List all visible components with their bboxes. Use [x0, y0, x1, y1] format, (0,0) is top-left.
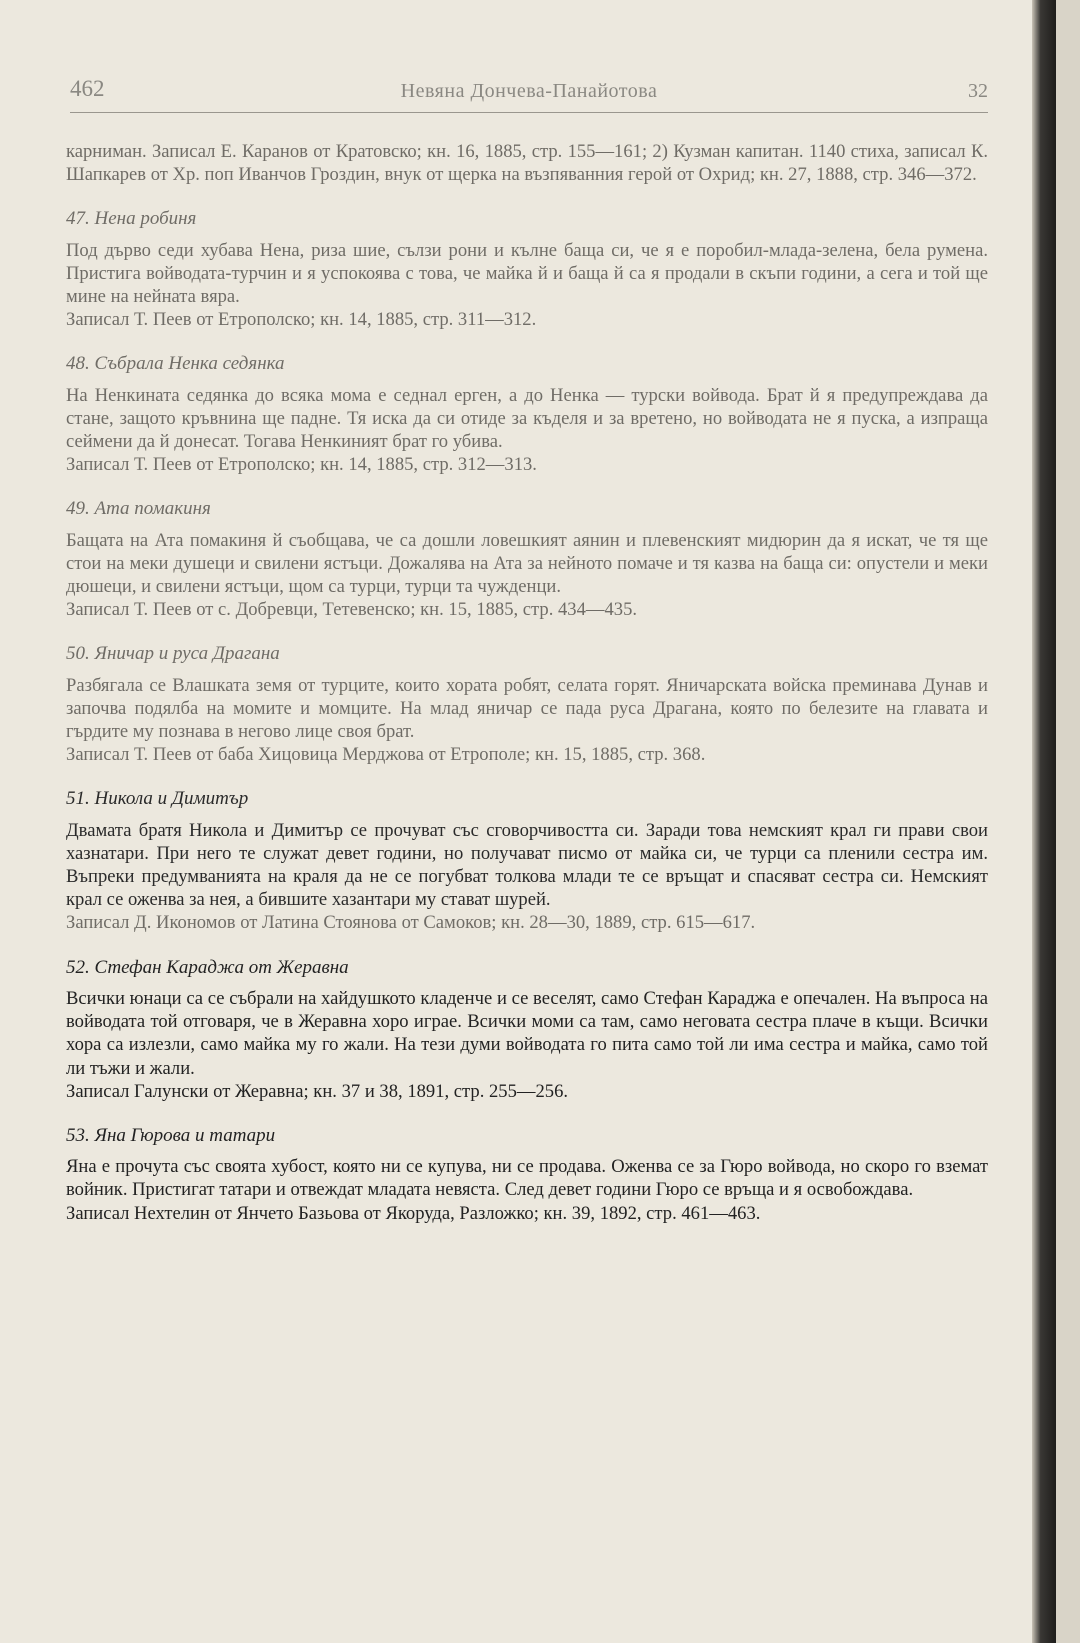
page-edge	[1032, 0, 1056, 1643]
intro-paragraph: карниман. Записал Е. Каранов от Кратовско; кн. 16, 1885, стр. 155—161; 2) Кузман капитан. 1140 стиха, записал К. Шапкарев от Хр. поп Иванчов Гроздин, внук от щерка на възпяванния герой от Охрид; кн. 27, 1888, стр. 346—372.	[66, 141, 988, 186]
entry-source: Записал Нехтелин от Янчето Базьова от Якоруда, Разложко; кн. 39, 1892, стр. 461—463.	[66, 1202, 761, 1224]
entry-source: Записал Д. Икономов от Латина Стоянова от Самоков; кн. 28—30, 1889, стр. 615—617.	[66, 912, 756, 934]
page-header	[70, 76, 988, 113]
entry-text: Всички юнаци са се събрали на хайдушкото кладенче и се веселят, само Стефан Караджа е опечален. На въпроса на войводата той отговаря, че в Жеравна хоро играе. Всички моми са там, само неговата сестра плаче в къщи. Всички хора са излезли, само майка му го жали. На тези думи войводата го пита само той ли има сестра и майка, само той ли тъжи и жали.	[66, 987, 988, 1079]
entry-51	[66, 787, 988, 934]
entry-source: Записал Т. Пеев от с. Добревци, Тетевенско; кн. 15, 1885, стр. 434—435.	[66, 599, 638, 621]
entry-52	[66, 956, 988, 1103]
entry-47	[66, 207, 988, 331]
entry-source: Записал Галунски от Жеравна; кн. 37 и 38, 1891, стр. 255—256.	[66, 1080, 569, 1102]
running-head: Невяна Дончева-Панайотова	[400, 80, 658, 102]
signature-mark: 32	[968, 80, 988, 102]
entry-title: 49. Ата помакиня	[66, 498, 211, 520]
entry-title: 48. Събрала Ненка седянка	[66, 353, 285, 375]
entry-title: 47. Нена робиня	[66, 208, 197, 230]
entry-50	[66, 642, 988, 766]
entry-title: 51. Никола и Димитър	[66, 788, 249, 810]
entry-source: Записал Т. Пеев от Етрополско; кн. 14, 1885, стр. 312—313.	[66, 454, 537, 476]
entry-title: 52. Стефан Караджа от Жеравна	[66, 956, 349, 978]
entry-text: Яна е прочута със своята хубост, която ни се купува, ни се продава. Оженва се за Гюро войвода, но скоро го вземат войник. Пристигат татари и отвеждат младата невяста. След девет години Гюро се връща и я освобождава.	[66, 1156, 988, 1201]
page-number: 462	[70, 76, 105, 101]
entry-text: Разбягала се Влашката земя от турците, които хората робят, селата горят. Яничарската войска преминава Дунав и започва подялба на момите и момците. На млад яничар се пада руса Драгана, която по белезите на главата и гърдите му познава в негово лице своя брат.	[66, 674, 988, 743]
entry-source: Записал Т. Пеев от баба Хицовица Мерджова от Етрополе; кн. 15, 1885, стр. 368.	[66, 744, 706, 766]
entry-text: Под дърво седи хубава Нена, риза шие, сълзи рони и кълне баща си, че я е поробил-млада-зелена, бела румена. Пристига войводата-турчин и я успокоява с това, че майка й и баща й са я продали в скъпи години, а сега и той ще мине на нейната вяра.	[66, 239, 988, 308]
page-content	[66, 140, 988, 1225]
entry-text: Двамата братя Никола и Димитър се прочуват със сговорчивостта си. Заради това немският крал ги прави свои хазнатари. При него те служат девет години, но получават писмо от майка си, че турци са пленили сестра им. Въпреки предумванията на краля да не се погубват толкова млади те се връщат и спасяват сестра си. Немският крал се оженва за нея, а бившите хазантари му стават шурей.	[66, 819, 988, 911]
entry-48	[66, 352, 988, 476]
entry-53	[66, 1124, 988, 1225]
entry-source: Записал Т. Пеев от Етрополско; кн. 14, 1885, стр. 311—312.	[66, 309, 537, 331]
entry-49	[66, 497, 988, 621]
entry-text: Бащата на Ата помакиня й съобщава, че са дошли ловешкият аянин и плевенският мидюрин да я искат, че тя ще стои на меки душеци и свилени ястъци. Дожалява на Ата за нейното помаче и тя казва на баща си: опустели и меки дюшеци, и свилени ястъци, щом са турци, турци та чужденци.	[66, 529, 988, 598]
entry-title: 53. Яна Гюрова и татари	[66, 1124, 276, 1146]
entry-title: 50. Яничар и руса Драгана	[66, 643, 280, 665]
entry-text: На Ненкината седянка до всяка мома е седнал ерген, а до Ненка — турски войвода. Брат й я предупреждава да стане, защото кръвнина ще падне. Тя иска да си отиде за къделя и за вретено, но войводата не я пуска, а изпраща сеймени да й донесат. Тогава Ненкиният брат го убива.	[66, 384, 988, 453]
